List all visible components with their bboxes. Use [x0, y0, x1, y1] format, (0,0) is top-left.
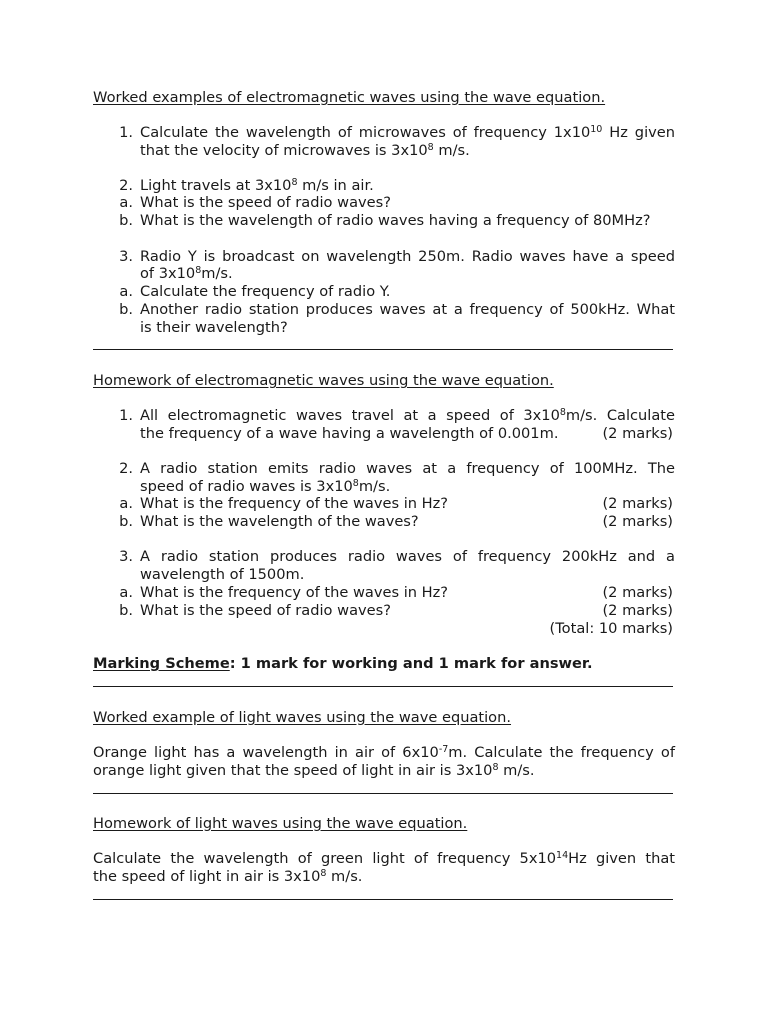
marks-label: (2 marks) — [602, 513, 673, 530]
q3a-label: a. — [119, 283, 133, 300]
q3b-label: b. — [119, 301, 133, 318]
marks-label: (2 marks) — [602, 584, 673, 601]
divider-line — [93, 349, 673, 350]
marks-label: (2 marks) — [602, 602, 673, 619]
worked-q2b-text: What is the wavelength of radio waves having a frequency of 80MHz? — [140, 212, 651, 229]
homework-light-line2: the speed of light in air is $3x10^8$ m/s. — [93, 868, 363, 885]
hw-q3b-text: What is the speed of radio waves? — [140, 602, 391, 619]
worked-q2-line1: Light travels at $3x10^8$ m/s in air. — [140, 177, 374, 194]
worked-q3a-text: Calculate the frequency of radio Y. — [140, 283, 391, 300]
divider-line — [93, 686, 673, 687]
worked-q1-line2: that the velocity of microwaves is $3x10^8$ m/s. — [140, 142, 470, 159]
q3-number: 3. — [119, 248, 133, 265]
hw-q2-line2: speed of radio waves is $3x10^8m/s$. — [140, 478, 391, 495]
q1-number: 1. — [119, 124, 133, 141]
heading-homework-em: Homework of electromagnetic waves using the wave equation. — [93, 372, 554, 389]
hw-q3-line2: wavelength of 1500m. — [140, 566, 305, 583]
hw-q1-number: 1. — [119, 407, 133, 424]
worked-q3-line1: Radio Y is broadcast on wavelength 250m. Radio waves have a speed — [140, 248, 675, 265]
hw-q2b-text: What is the wavelength of the waves? — [140, 513, 419, 530]
worked-light-line1: Orange light has a wavelength in air of $6x10^{-7}m$. Calculate the frequency of — [93, 744, 675, 761]
q2a-label: a. — [119, 194, 133, 211]
worked-q2a-text: What is the speed of radio waves? — [140, 194, 391, 211]
worked-q1-line1: Calculate the wavelength of microwaves of frequency $1x10^{10}$ Hz given — [140, 124, 675, 141]
hw-q3a-text: What is the frequency of the waves in Hz? — [140, 584, 449, 601]
worked-q3b-line2: is their wavelength? — [140, 319, 288, 336]
hw-q3b-label: b. — [119, 602, 133, 619]
hw-q3-line1: A radio station produces radio waves of frequency 200kHz and a — [140, 548, 675, 565]
hw-q3-number: 3. — [119, 548, 133, 565]
heading-worked-em: Worked examples of electromagnetic waves using the wave equation. — [93, 89, 606, 106]
homework-light-line1: Calculate the wavelength of green light of frequency $5x10^{14}Hz$ given that — [93, 850, 675, 867]
heading-worked-light: Worked example of light waves using the wave equation. — [93, 709, 512, 726]
q2b-label: b. — [119, 212, 133, 229]
hw-q1-line1: All electromagnetic waves travel at a speed of $3x10^8m/s$. Calculate — [140, 407, 675, 424]
worked-q3b-line1: Another radio station produces waves at a frequency of 500kHz. What — [140, 301, 675, 318]
marks-label: (2 marks) — [602, 495, 673, 512]
worked-q3-line2: of $3x10^8m/s$. — [140, 265, 233, 282]
hw-q2-line1: A radio station emits radio waves at a frequency of 100MHz. The — [140, 460, 675, 477]
hw-q2b-label: b. — [119, 513, 133, 530]
marks-label: (2 marks) — [602, 425, 673, 442]
q2-number: 2. — [119, 177, 133, 194]
divider-line — [93, 793, 673, 794]
hw-q2a-label: a. — [119, 495, 133, 512]
divider-line — [93, 899, 673, 900]
hw-q2-number: 2. — [119, 460, 133, 477]
total-marks: (Total: 10 marks) — [549, 620, 673, 637]
worked-light-line2: orange light given that the speed of light in air is $3x10^8$ m/s. — [93, 762, 535, 779]
hw-q2a-text: What is the frequency of the waves in Hz? — [140, 495, 449, 512]
heading-homework-light: Homework of light waves using the wave equation. — [93, 815, 468, 832]
hw-q1-line2: the frequency of a wave having a wavelength of 0.001m. — [140, 425, 559, 442]
marking-scheme: Marking Scheme: 1 mark for working and 1 mark for answer. — [93, 655, 593, 672]
hw-q3a-label: a. — [119, 584, 133, 601]
